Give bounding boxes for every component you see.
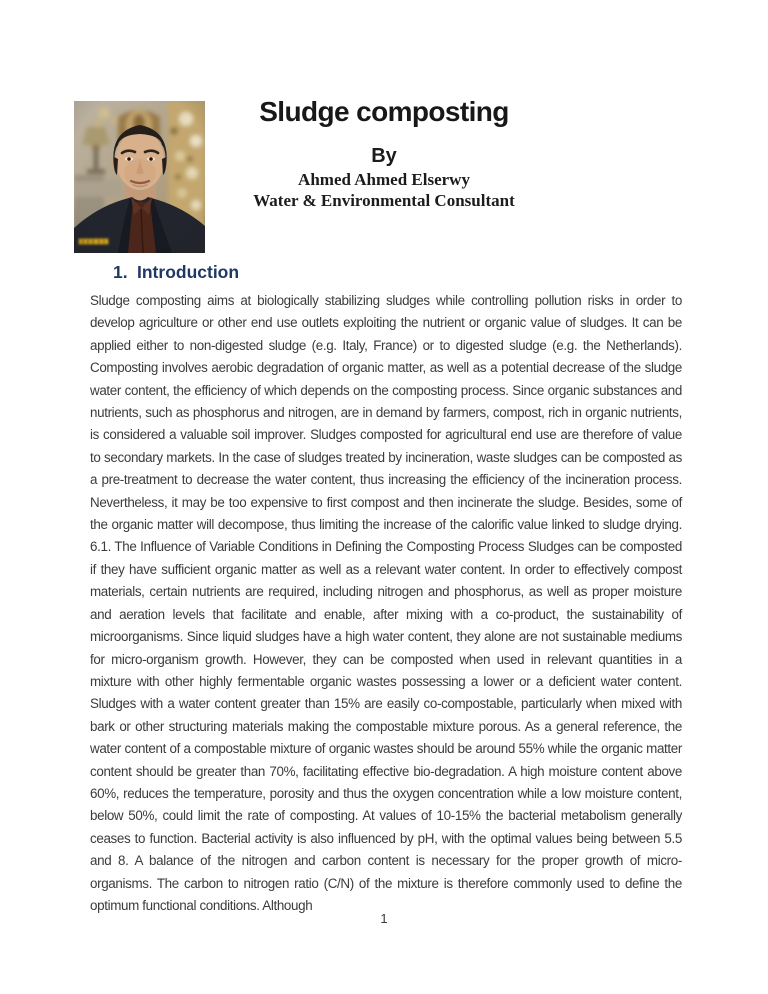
- author-role: Water & Environmental Consultant: [253, 191, 515, 210]
- author-name: Ahmed Ahmed Elserwy: [298, 170, 470, 189]
- document-header: [0, 96, 768, 211]
- section-heading-introduction: [113, 261, 239, 283]
- document-title: Sludge composting: [259, 96, 509, 127]
- body-paragraph: Sludge composting aims at biologically stabilizing sludges while controlling pollution risks in order to develop agriculture or other end use outlets exploiting the nutrient or organic value of sludges. It can be applied either to non-digested sludge (e.g. Italy, France) or to digested sludge (e.g. the Netherlands). Composting involves aerobic degradation of organic matter, as well as a potential decrease of the sludge water content, the efficiency of which depends on the composting process. Since organic substances and nutrients, such as phosphorus and nitrogen, are in demand by farmers, compost, rich in organic nutrients, is considered a valuable soil improver. Sludges composted for agricultural end use are therefore of value to secondary markets. In the case of sludges treated by incineration, waste sludges can be composted as a pre-treatment to decrease the water content, thus increasing the efficiency of the incineration process. Nevertheless, it may be too expensive to first compost and then incinerate the sludge. Besides, some of the organic matter will decompose, thus limiting the increase of the calorific value linked to sludge drying. 6.1. The Influence of Variable Conditions in Defining the Composting Process Sludges can be composted if they have sufficient organic matter as well as a relevant water content. In order to effectively compost materials, certain nutrients are required, including nitrogen and phosphorus, as well as proper moisture and aeration levels that facilitate and enable, after mixing with a co-product, the sustainability of microorganisms. Since liquid sludges have a high water content, they alone are not sustainable mediums for micro-organism growth. However, they can be composted when used in relevant quantities in a mixture with other highly fermentable organic wastes possessing a lower or a deficient water content. Sludges with a water content greater than 15% are easily co-compostable, particularly when mixed with bark or other structuring materials making the compostable mixture porous. As a general reference, the water content of a compostable mixture of organic wastes should be around 55% while the organic matter content should be greater than 70%, facilitating effective bio-degradation. A high moisture content above 60%, reduces the temperature, porosity and thus the oxygen concentration while a low moisture content, below 50%, could limit the rate of composting. At values of 10-15% the bacterial metabolism generally ceases to function. Bacterial activity is also influenced by pH, with the optimal values being between 5.5 and 8. A balance of the nitrogen and carbon content is necessary for the proper growth of micro-organisms. The carbon to nitrogen ratio (C/N) of the mixture is therefore commonly used to define the optimum functional conditions. Although: [90, 293, 682, 913]
- page-number: 1: [380, 911, 388, 926]
- section-number: 1.: [113, 262, 128, 282]
- section-title: Introduction: [137, 262, 240, 282]
- byline: By: [371, 145, 397, 167]
